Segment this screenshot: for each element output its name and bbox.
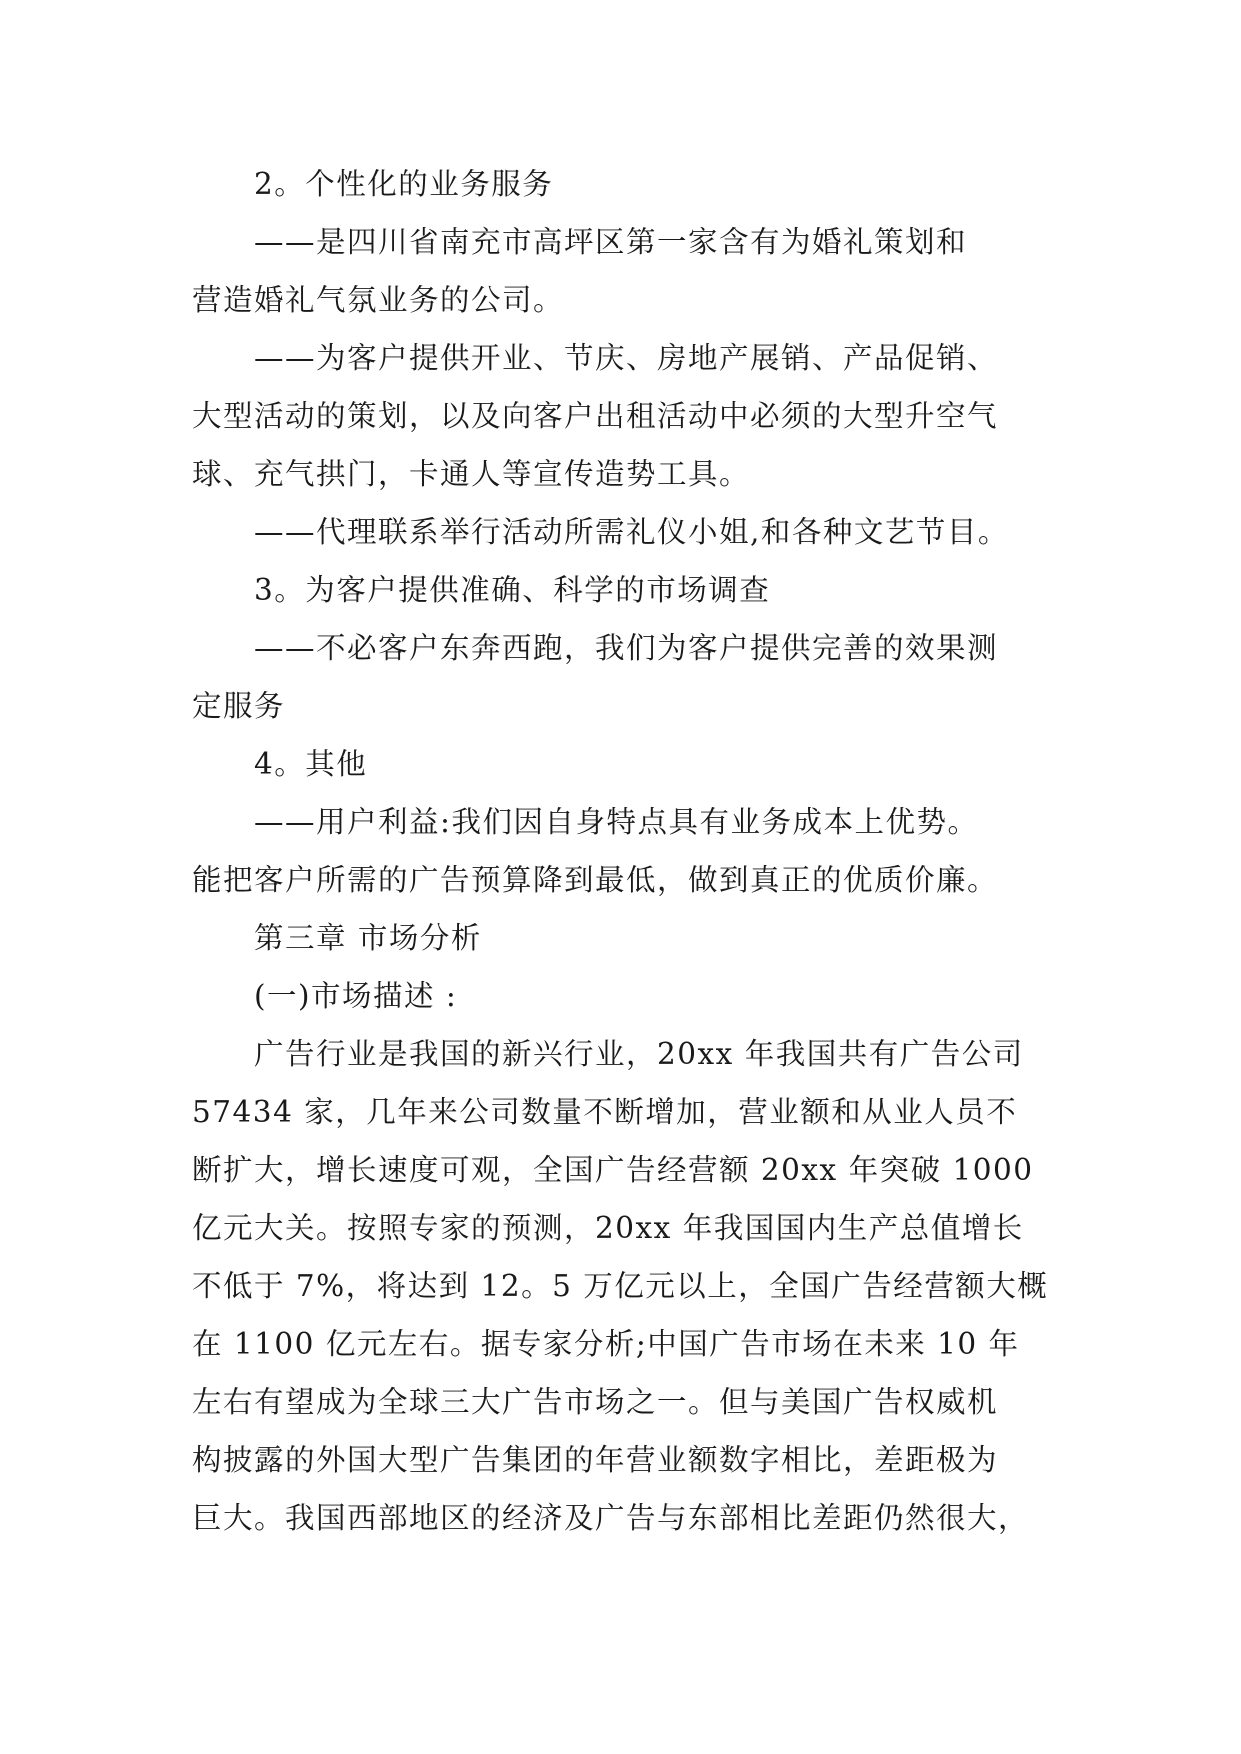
paragraph-line: 大型活动的策划，以及向客户出租活动中必须的大型升空气 bbox=[192, 399, 999, 433]
paragraph-line: 定服务 bbox=[192, 689, 286, 723]
paragraph-line: 57434 家，几年来公司数量不断增加，营业额和从业人员不 bbox=[192, 1095, 1018, 1129]
document-body bbox=[192, 155, 1052, 1547]
list-heading-3: 3。为客户提供准确、科学的市场调查 bbox=[254, 573, 771, 607]
paragraph-line: 亿元大关。按照专家的预测，20xx 年我国国内生产总值增长 bbox=[192, 1211, 1024, 1245]
paragraph-line: 营造婚礼气氛业务的公司。 bbox=[192, 283, 565, 317]
paragraph-line: 在 1100 亿元左右。据专家分析;中国广告市场在未来 10 年 bbox=[192, 1327, 1020, 1361]
paragraph-line: 断扩大，增长速度可观，全国广告经营额 20xx 年突破 1000 bbox=[192, 1153, 1034, 1187]
paragraph-line: ——代理联系举行活动所需礼仪小姐,和各种文艺节目。 bbox=[254, 515, 1009, 549]
list-heading-4: 4。其他 bbox=[254, 747, 368, 781]
paragraph-line: ——不必客户东奔西跑，我们为客户提供完善的效果测 bbox=[254, 631, 999, 665]
paragraph-line: 能把客户所需的广告预算降到最低，做到真正的优质价廉。 bbox=[192, 863, 999, 897]
paragraph-line: 左右有望成为全球三大广告市场之一。但与美国广告权威机 bbox=[192, 1385, 999, 1419]
paragraph-line: 不低于 7%，将达到 12。5 万亿元以上，全国广告经营额大概 bbox=[192, 1269, 1049, 1303]
paragraph-line: 构披露的外国大型广告集团的年营业额数字相比，差距极为 bbox=[192, 1443, 999, 1477]
chapter-heading: 第三章 市场分析 bbox=[254, 921, 482, 955]
list-heading-2: 2。个性化的业务服务 bbox=[254, 167, 554, 201]
paragraph-line: ——为客户提供开业、节庆、房地产展销、产品促销、 bbox=[254, 341, 999, 375]
section-heading: (一)市场描述 : bbox=[254, 979, 458, 1013]
paragraph-line: ——用户利益:我们因自身特点具有业务成本上优势。 bbox=[254, 805, 979, 839]
paragraph-line: 巨大。我国西部地区的经济及广告与东部相比差距仍然很大， bbox=[192, 1501, 1030, 1535]
paragraph-line: 球、充气拱门，卡通人等宣传造势工具。 bbox=[192, 457, 751, 491]
paragraph-line: ——是四川省南充市高坪区第一家含有为婚礼策划和 bbox=[254, 225, 968, 259]
paragraph-line: 广告行业是我国的新兴行业，20xx 年我国共有广告公司 bbox=[254, 1037, 1024, 1071]
